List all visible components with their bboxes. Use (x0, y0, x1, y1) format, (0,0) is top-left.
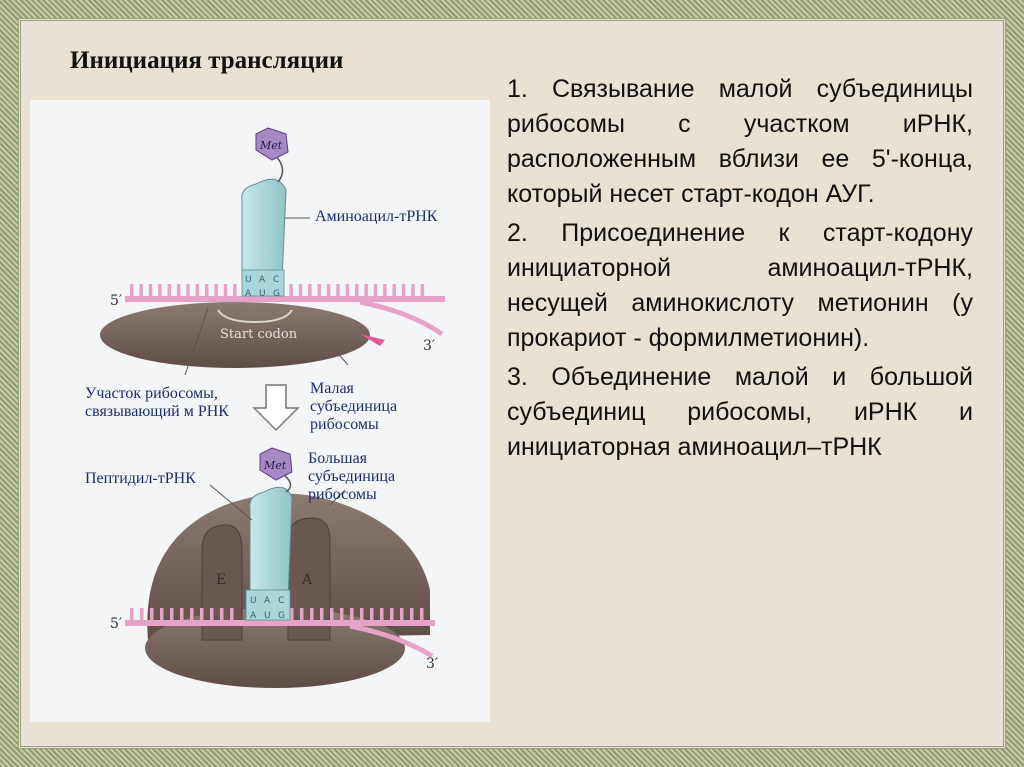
mrna-tick (340, 608, 344, 620)
svg-text:C: C (273, 275, 280, 285)
mrna-tick (393, 284, 397, 296)
translation-diagram (30, 100, 490, 722)
mrna-tick (318, 284, 322, 296)
five-prime-label-lower: 5′ (110, 616, 123, 632)
met-label-upper: Met (260, 139, 283, 152)
mrna-tick (327, 284, 331, 296)
mrna-tick (230, 608, 234, 620)
mrna-tick (299, 284, 303, 296)
met-label-lower: Met (264, 459, 287, 472)
mrna-tick (220, 608, 224, 620)
mrna-tick (190, 608, 194, 620)
mrna-strand-upper (125, 296, 445, 302)
mrna-tick (374, 284, 378, 296)
mrna-tick (383, 284, 387, 296)
mrna-tick (149, 284, 153, 296)
mrna-tick (308, 284, 312, 296)
three-prime-label-upper: 3′ (423, 338, 436, 354)
label-large-subunit: Большая субъединица рибосомы (308, 450, 396, 503)
step-2: 2. Присоединение к старт-кодону инициаторной аминоацил-тРНК, несущей аминокислоту метионин (у прокариот - формилметионин). (507, 219, 973, 352)
mrna-tick (350, 608, 354, 620)
mrna-tick (160, 608, 164, 620)
svg-text:A: A (264, 596, 271, 606)
step-3: 3. Объединение малой и большой субъединиц рибосомы, иРНК и инициаторная аминоацил–тРНК (507, 363, 973, 461)
mrna-tick (186, 284, 190, 296)
mrna-tick (150, 608, 154, 620)
five-prime-label-upper: 5′ (110, 293, 123, 309)
mrna-tick (364, 284, 368, 296)
mrna-tick (210, 608, 214, 620)
process-arrow (254, 385, 298, 430)
mrna-tick (224, 284, 228, 296)
mrna-tick (168, 284, 172, 296)
label-small-subunit: Малая субъединица рибосомы (310, 380, 398, 433)
mrna-tick (355, 284, 359, 296)
mrna-tick (233, 284, 237, 296)
svg-text:G: G (273, 289, 280, 299)
mrna-tick (300, 608, 304, 620)
mrna-tick (400, 608, 404, 620)
mrna-tick (130, 284, 134, 296)
mrna-tick (421, 284, 425, 296)
mrna-tick (380, 608, 384, 620)
mrna-tick (290, 608, 294, 620)
trna-upper (242, 179, 286, 280)
mrna-tick (140, 608, 144, 620)
mrna-tick (200, 608, 204, 620)
mrna-tick (289, 284, 293, 296)
label-aminoacyl-trna: Аминоацил-тРНК (315, 208, 438, 225)
mrna-tick (177, 284, 181, 296)
mrna-tick (214, 284, 218, 296)
slide-title: Инициация трансляции (70, 47, 344, 74)
mrna-tick (139, 284, 143, 296)
mrna-tick (336, 284, 340, 296)
mrna-tick (170, 608, 174, 620)
site-e-label: E (216, 572, 227, 588)
mrna-tick (310, 608, 314, 620)
svg-text:U: U (259, 289, 266, 299)
mrna-tick (390, 608, 394, 620)
svg-text:U: U (250, 596, 257, 606)
mrna-tick (370, 608, 374, 620)
svg-text:G: G (278, 611, 285, 621)
mrna-tick (411, 284, 415, 296)
label-peptidyl-trna: Пептидил-тРНК (85, 470, 196, 487)
mrna-tick (360, 608, 364, 620)
step-1: 1. Связывание малой субъединицы рибосомы с участком иРНК, расположенным вблизи ее 5'-конца, который несет старт-кодон АУГ. (507, 75, 973, 208)
mrna-tick (196, 284, 200, 296)
svg-text:U: U (264, 611, 271, 621)
steps-text (507, 72, 973, 469)
site-a-label: A (302, 572, 313, 588)
mrna-tick (180, 608, 184, 620)
three-prime-label-lower: 3′ (426, 656, 439, 672)
svg-text:A: A (250, 611, 257, 621)
svg-text:A: A (245, 289, 252, 299)
svg-text:A: A (259, 275, 266, 285)
mrna-tail-upper (360, 302, 442, 334)
tail-stem-upper (276, 156, 283, 182)
mrna-tick (205, 284, 209, 296)
mrna-tick (420, 608, 424, 620)
trna-lower (250, 487, 292, 600)
start-codon-label: Start codon (220, 327, 298, 342)
label-mrna-binding-site: Участок рибосомы, связывающий м РНК (85, 385, 229, 420)
mrna-tick (158, 284, 162, 296)
mrna-tick (330, 608, 334, 620)
svg-text:U: U (245, 275, 252, 285)
mrna-tick (130, 608, 134, 620)
mrna-tick (410, 608, 414, 620)
mrna-tick (346, 284, 350, 296)
mrna-tick (320, 608, 324, 620)
mrna-tick (402, 284, 406, 296)
svg-text:C: C (278, 596, 285, 606)
